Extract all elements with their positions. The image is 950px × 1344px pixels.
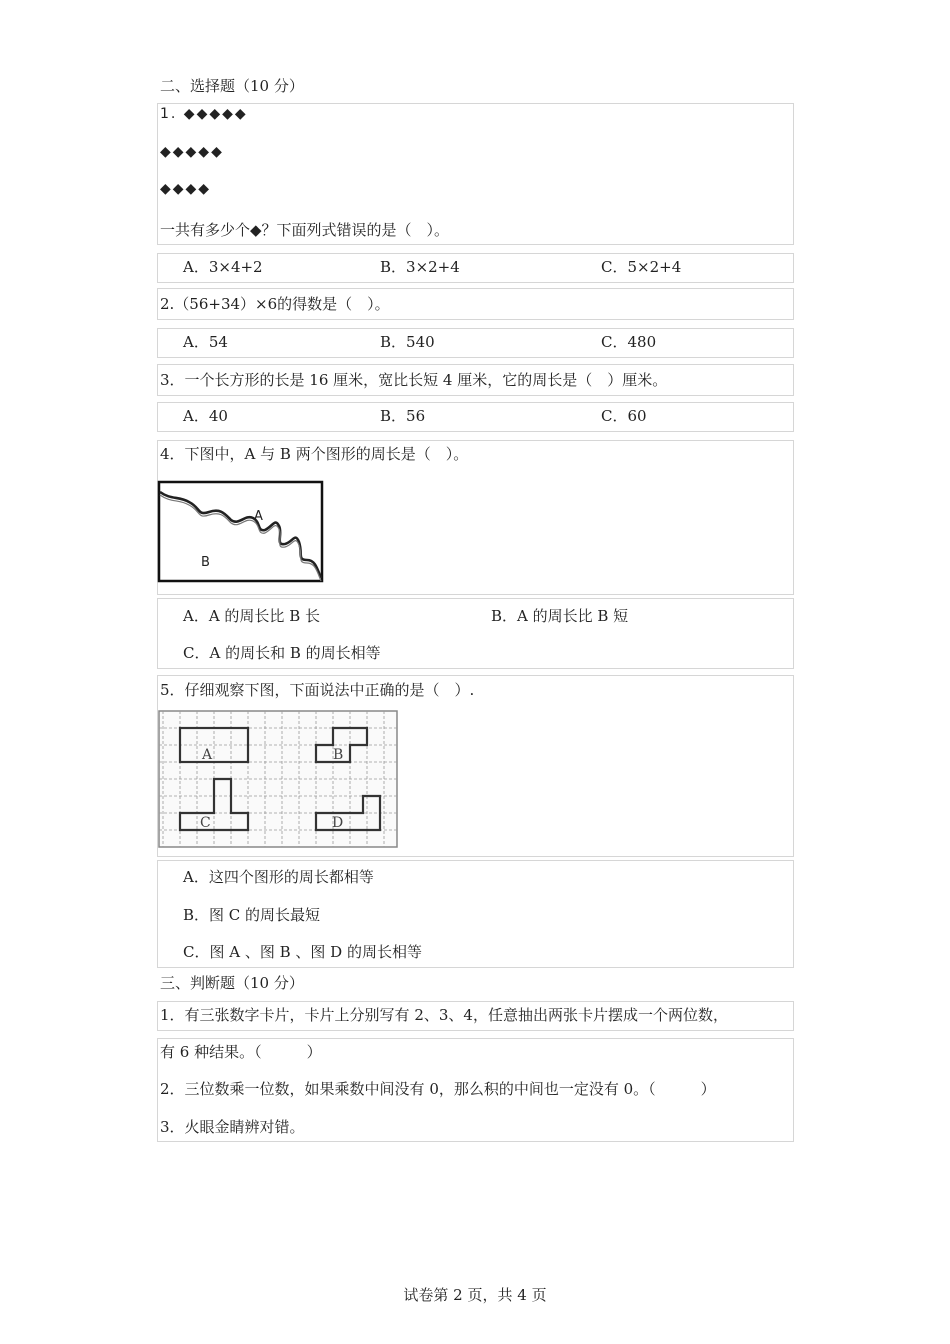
- q2-question-text: 2.（56+34）×6的得数是（ ）。: [160, 295, 390, 313]
- j1-text-line-1: 1．有三张数字卡片，卡片上分别写有 2、3、4，任意抽出两张卡片摆成一个两位数，: [160, 1006, 728, 1024]
- q3-option-c[interactable]: C．60: [601, 407, 647, 425]
- q3-question-text: 3．一个长方形的长是 16 厘米，宽比长短 4 厘米，它的周长是（ ）厘米。: [160, 371, 668, 389]
- q4-figure: [157, 480, 325, 584]
- q5-question-text: 5．仔细观察下图，下面说法中正确的是（ ）.: [160, 681, 475, 699]
- q4-question-text: 4．下图中，A 与 B 两个图形的周长是（ ）。: [160, 445, 469, 463]
- q2-option-c[interactable]: C．480: [601, 333, 657, 351]
- q5-shape-label-b: B: [333, 747, 344, 763]
- q4-option-a[interactable]: A．A 的周长比 B 长: [183, 607, 320, 625]
- q1-option-a[interactable]: A．3×4+2: [183, 258, 263, 276]
- q1-option-b[interactable]: B．3×2+4: [380, 258, 460, 276]
- q1-diamond-row-2: ◆◆◆◆◆: [160, 144, 224, 160]
- q1-diamond-row-3: ◆◆◆◆: [160, 181, 212, 197]
- q3-options-box: [157, 402, 794, 432]
- j1-text-line-2: 有 6 种结果。（ ）: [160, 1043, 322, 1061]
- q2-options-box: [157, 328, 794, 358]
- q4-label-b: B: [201, 555, 210, 570]
- q2-option-b[interactable]: B．540: [380, 333, 435, 351]
- q4-option-b[interactable]: B．A 的周长比 B 短: [491, 607, 629, 625]
- q2-option-a[interactable]: A．54: [183, 333, 228, 351]
- q5-option-b[interactable]: B．图 C 的周长最短: [183, 906, 321, 924]
- j2-text: 2．三位数乘一位数，如果乘数中间没有 0，那么积的中间也一定没有 0。（ ）: [160, 1080, 716, 1098]
- q3-option-b[interactable]: B．56: [380, 407, 426, 425]
- q5-shape-label-a: A: [202, 747, 213, 763]
- section-title-judgement: 三、判断题（10 分）: [160, 974, 304, 992]
- q1-diamond-row-1: 1. ◆◆◆◆◆: [160, 106, 248, 122]
- q5-option-a[interactable]: A．这四个图形的周长都相等: [183, 868, 374, 886]
- q5-option-c[interactable]: C．图 A 、图 B 、图 D 的周长相等: [183, 943, 422, 961]
- q3-option-a[interactable]: A．40: [183, 407, 228, 425]
- j3-text: 3．火眼金睛辨对错。: [160, 1118, 305, 1136]
- page-footer: 试卷第 2 页，共 4 页: [403, 1286, 547, 1304]
- section-title: 二、选择题（10 分）: [160, 77, 304, 95]
- q4-option-c[interactable]: C．A 的周长和 B 的周长相等: [183, 644, 381, 662]
- q4-label-a: A: [254, 509, 263, 524]
- q1-option-c[interactable]: C．5×2+4: [601, 258, 682, 276]
- q5-shape-label-d: D: [332, 815, 344, 831]
- q1-question-text: 一共有多少个◆？下面列式错误的是（ ）。: [160, 221, 450, 239]
- q5-grid-figure: [158, 710, 400, 850]
- q5-shape-label-c: C: [200, 815, 211, 831]
